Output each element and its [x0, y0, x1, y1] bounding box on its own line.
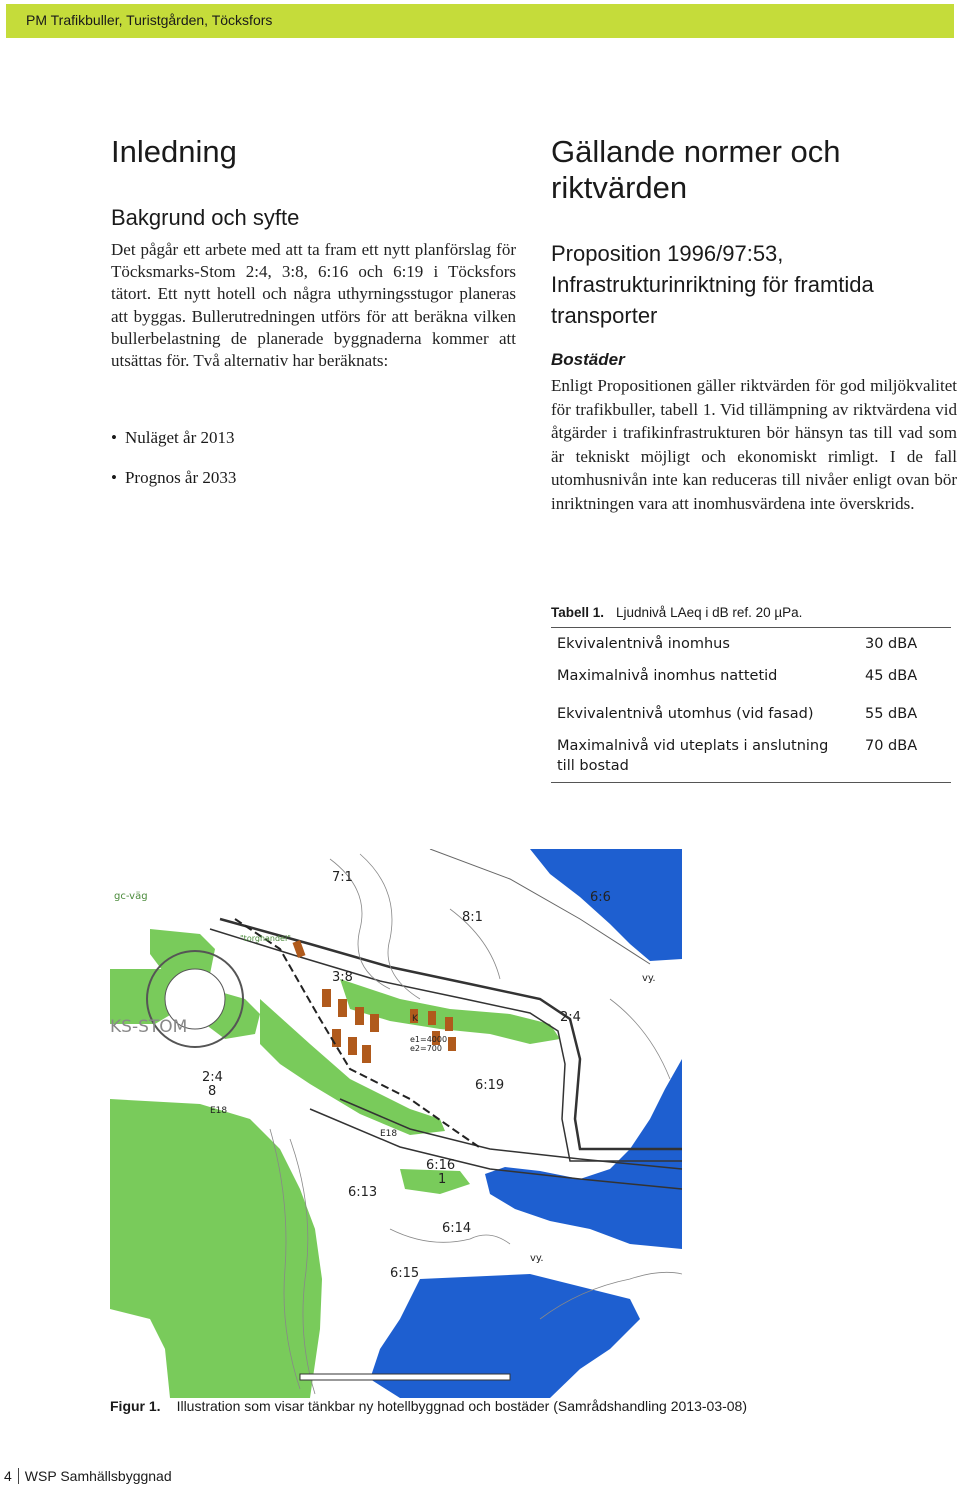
table-row	[551, 628, 951, 661]
map-label: 6:13	[348, 1185, 378, 1200]
figure-caption-text: Illustration som visar tänkbar ny hotellbyggnad och bostäder (Samrådshandling 2013-03-08)	[176, 1398, 748, 1414]
header-bar	[6, 4, 954, 38]
subheading-bakgrund: Bakgrund och syfte	[111, 205, 300, 230]
noise-level-table	[551, 627, 951, 783]
map-label: K	[412, 1014, 418, 1024]
list-item: • Nuläget år 2013	[111, 427, 511, 449]
map-label: vy.	[530, 1253, 544, 1264]
document-title: PM Trafikbuller, Turistgården, Töcksfors	[26, 12, 273, 28]
list-item: • Prognos år 2033	[111, 467, 511, 489]
table-row	[551, 692, 951, 730]
footer-org: WSP Samhällsbyggnad	[24, 1468, 172, 1484]
page-number: 4	[4, 1468, 12, 1484]
section-heading-inledning: Inledning	[111, 134, 237, 169]
table-row	[551, 730, 951, 783]
row-value: 45 dBA	[865, 668, 918, 684]
figure-caption	[110, 1398, 747, 1414]
scenario-list	[111, 427, 511, 507]
map-label: 3:8	[332, 970, 353, 985]
row-value: 55 dBA	[865, 706, 918, 722]
proposition-heading: Proposition 1996/97:53, Infrastrukturinriktning för framtida transporter	[551, 241, 874, 328]
table-row	[551, 660, 951, 692]
footer-divider	[18, 1468, 19, 1484]
map-label: 6:19	[475, 1078, 505, 1093]
row-label: Ekvivalentnivå utomhus (vid fasad)	[557, 706, 814, 722]
map-label: gc-väg	[114, 891, 148, 902]
map-label: e2=700	[410, 1044, 442, 1053]
table-label: Tabell 1.	[551, 605, 605, 620]
map-label: 6:6	[590, 890, 611, 905]
subsection-bostader: Bostäder	[551, 350, 625, 369]
table-caption-text: Ljudnivå LAeq i dB ref. 20 µPa.	[616, 605, 803, 620]
map-label: KS-STOM	[110, 1017, 188, 1037]
map-label: 6:15	[390, 1266, 420, 1281]
map-label: 8:1	[462, 910, 483, 925]
map-label: 6:14	[442, 1221, 472, 1236]
map-label: 1	[438, 1172, 447, 1187]
row-label: Maximalnivå vid uteplats i anslutning till bostad	[551, 730, 847, 783]
map-label: 7:1	[332, 870, 353, 885]
figure-label: Figur 1.	[110, 1398, 161, 1414]
dock	[300, 1374, 510, 1380]
site-plan-map	[110, 849, 682, 1398]
map-label: 8	[208, 1084, 217, 1099]
intro-paragraph: Det pågår ett arbete med att ta fram ett nytt planförslag för Töcksmarks-Stom 2:4, 3:8, 6:16 och 6:19 i Töcksfors tätort. Ett nytt hotell och några uthyrningsstugor planeras att byggas. Bullerutredningen utförs för att beräkna vilken bullerbelastning de planerade byggnaderna kommer att utsättas för. Två alternativ har beräknats:	[111, 240, 516, 371]
map-label: 2:4	[560, 1010, 581, 1025]
section-heading-normer: Gällande normer och riktvärden	[551, 134, 841, 205]
map-label: 2:4	[202, 1070, 223, 1085]
bostader-paragraph: Enligt Propositionen gäller riktvärden för god miljökvalitet för trafikbuller, tabell 1. Vid tillämpning av riktvärdena vid åtgärder i trafikinfrastrukturen bör hänsyn tas till vad som är tekniskt möjligt och ekonomiskt rimligt. I de fall utomhusnivån inte kan reduceras till nivåer enligt ovan bör inriktningen vara att inomhusvärdena inte överskrids.	[551, 376, 957, 513]
page-footer	[4, 1468, 172, 1484]
map-label: 6:16	[426, 1158, 456, 1173]
row-label: Maximalnivå inomhus nattetid	[557, 668, 778, 684]
row-value: 70 dBA	[847, 730, 951, 783]
map-label: e1=4000	[410, 1035, 448, 1044]
map-label: E18	[210, 1106, 228, 1116]
row-label: Ekvivalentnivå inomhus	[551, 628, 847, 661]
map-label: E18	[380, 1129, 398, 1139]
map-label: "torghandel"	[240, 934, 291, 943]
map-label: vy.	[642, 973, 656, 984]
table-caption	[551, 605, 802, 620]
row-value: 30 dBA	[847, 628, 951, 661]
